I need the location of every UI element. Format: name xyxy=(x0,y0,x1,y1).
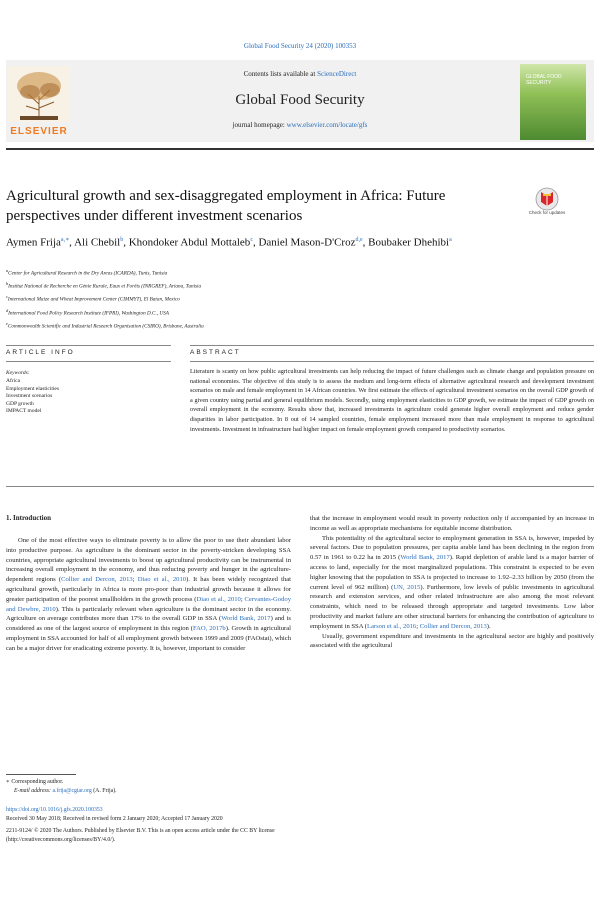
keywords-list xyxy=(6,378,166,416)
footnote-rule xyxy=(6,774,76,775)
asterisk-mark: ∗ xyxy=(6,779,10,785)
article-info-rule-2 xyxy=(6,361,171,362)
abstract-heading: ABSTRACT xyxy=(190,349,241,356)
affiliations xyxy=(6,266,566,332)
citation-link[interactable]: World Bank, 2017 xyxy=(400,554,450,562)
email-label: E-mail address: xyxy=(14,788,53,794)
affiliation-item xyxy=(6,279,566,292)
article-info-rule xyxy=(6,345,171,346)
sciencedirect-link[interactable]: ScienceDirect xyxy=(317,70,357,78)
author-name[interactable]: Ali Chebil xyxy=(74,236,121,249)
email-suffix: (A. Frija). xyxy=(91,788,117,794)
author-name[interactable]: Aymen Frija xyxy=(6,236,61,249)
citation-link[interactable]: UN, 2015 xyxy=(393,583,421,591)
affiliation-marker: e xyxy=(6,320,8,326)
keywords-label: Keywords: xyxy=(6,370,30,376)
citation-link[interactable]: Collier and Dercon, 2013 xyxy=(61,576,133,584)
author-affiliation-marker[interactable]: a xyxy=(449,237,452,243)
citation-link[interactable]: Larson et al., 2016 xyxy=(366,622,417,630)
intro-paragraph-1-continued: that the increase in employment would result in poverty reduction only if accompanied by an increase in income as well as appropriate mechanisms for equitable income distribution. xyxy=(310,515,594,532)
received-dates: Received 30 May 2018; Received in revised form 2 January 2020; Accepted 17 January 2020 xyxy=(6,816,223,822)
author-name[interactable]: Daniel Mason-D'Croz xyxy=(258,236,356,249)
intro-paragraph-2: This potentiality of the agricultural sector to employment generation in SSA is, however, impeded by several factors. Due to population pressures, per capita arable land has been declining in the region from 0.57 in 1961 to 0.22 ha in 2015 (World Bank, 2017). Rapid depletion of arable land is a major barrier of access to land, especially for the most marginalized populations. This constraint is expected to be even higher knowing that the population in SSA is projected to increase to 1.92–2.33 billion by 2050 (from the current level of 962 million) (UN, 2015). Furthermore, low levels of public investments in agricultural research and extension services, and other related infrastructure are also among the most relevant constraints, which need to be released through appropriate and targeted investments. Low labor productivity and market failure are other structural barriers for enhancing the contribution of agriculture to employment in SSA (Larson et al., 2016; Collier and Dercon, 2013). xyxy=(310,534,595,630)
license-url[interactable]: (http://creativecommons.org/licenses/BY/4.0/). xyxy=(6,837,116,843)
article-info-heading: ARTICLE INFO xyxy=(6,349,75,356)
doi-line xyxy=(6,806,406,814)
affiliation-marker: b xyxy=(6,281,9,287)
intro-paragraph-3: Usually, government expenditure and investments in the agricultural sector are highly and positively associated with the agricultural xyxy=(310,632,594,650)
affiliation-marker: d xyxy=(6,307,9,313)
journal-title: Global Food Security xyxy=(235,92,365,108)
contents-prefix: Contents lists available at xyxy=(243,70,318,78)
affiliation-marker: a xyxy=(6,268,9,273)
corresponding-author-note xyxy=(6,778,406,786)
author-name[interactable]: Boubaker Dhehibi xyxy=(368,236,450,249)
author-name[interactable]: Khondoker Abdul Mottaleb xyxy=(128,236,251,249)
abstract-bottom-rule xyxy=(6,486,594,487)
keyword-item: Employment elasticities xyxy=(6,385,60,392)
journal-homepage-link[interactable]: www.elsevier.com/locate/gfs xyxy=(286,121,368,129)
affiliation-text: Institut National de Recherche en Génie Rurale, Eaux et Forêts (INRGREF), Ariana, Tunisia xyxy=(8,283,202,290)
keyword-item: Africa xyxy=(6,378,21,384)
author-affiliation-marker[interactable]: b xyxy=(120,237,124,243)
keyword-item: GDP growth xyxy=(6,400,34,407)
affiliation-item xyxy=(6,292,566,305)
paper-title: Agricultural growth and sex-disaggregated employment in Africa: Future perspectives under different investment scenarios xyxy=(6,188,446,224)
body-column-left xyxy=(6,536,291,654)
doi-link[interactable]: https://doi.org/10.1016/j.gfs.2020.100353 xyxy=(6,807,103,813)
header-divider xyxy=(6,148,594,150)
intro-paragraph-1: One of the most effective ways to eliminate poverty is to allow the poor to use their abundant labor into productive purpose. As agriculture is the dominant sector in the poverty-stricken developing SSA countries, appropriate agricultural investments to boost up agricultural productivity can be instrumental in increasing overall employment in the economy, and thus reducing poverty and hunger in the agriculture-dependent regions (Collier and Dercon, 2013; Diao et al., 2010). It has been widely recognized that agricultural growth, particularly in Africa is more pro-poor than industrial growth because it allows for greater participation of the poorest smallholders in the growth process (Diao et al., 2010; Cervantes-Godoy and Dewbre, 2010). This is particularly relevant when agriculture is the dominant sector in the economy. Agriculture on average contributes more than 17% to the overall GDP in SSA (World Bank, 2017) and is considered as one of the largest source of employment in this region (FAO, 2017b). Growth in agricultural employment in SSA accounted for half of all employment growth between 1999 and 2009 (FAOstat), which can be a major driver for eradicating extreme poverty. It is, however, important to consider xyxy=(6,537,291,652)
affiliation-marker: c xyxy=(6,294,8,300)
abstract-rule-2 xyxy=(190,361,594,362)
journal-cover-title: GLOBAL FOOD SECURITY xyxy=(526,74,562,86)
abstract-rule xyxy=(190,345,594,346)
affiliation-text: Commonwealth Scientific and Industrial Research Organisation (CSIRO), Brisbane, Australia xyxy=(7,323,204,330)
body-column-right xyxy=(310,514,594,651)
email-note xyxy=(14,787,414,795)
citation-link[interactable]: World Bank, 2017 xyxy=(221,615,271,623)
affiliation-item xyxy=(6,306,566,319)
homepage-prefix: journal homepage: xyxy=(232,121,287,129)
affiliation-item xyxy=(6,266,566,279)
abstract-text: Literature is scanty on how public agricultural investments can help reducing the impact of future challenges such as climate change and population pressure on national economies. The objective of this study is to assess the medium and long-term effects of alternative agricultural research and development investment scenarios on male and female employment in 14 African countries. We first estimate the effects of agricultural investment scenarios on the overall GDP growth of a given country using partial and general equilibrium models. Secondly, using employment elasticities to GDP growth, we estimate the impact of GDP growth on overall employment in the economy. Results show that, increased investments in agriculture could generate higher overall employment and reduce gender disparities in labor participation. In 8 out of 14 sampled countries, female employment increased more than male employment in response to agricultural investments. Investment in infrastructure had higher impact on female employment growth compared to productivity scenarios. xyxy=(190,368,594,433)
affiliation-text: International Maize and Wheat Improvement Center (CIMMYT), El Batan, Mexico xyxy=(7,297,180,304)
keyword-item: IMPACT model xyxy=(6,408,42,414)
author-list: Aymen Frija$^{a,∗}$, Ali Chebil$^b$, Khondoker Abdul Mottaleb$^c$, Daniel Mason-D'Croz$^{d,e}$, Boubaker Dhehibi$^a$ xyxy=(6,236,452,249)
citation-link[interactable]: FAO, 2017b xyxy=(192,625,226,633)
contents-available-line xyxy=(0,70,600,78)
elsevier-wordmark: ELSEVIER xyxy=(10,126,68,137)
journal-citation-line[interactable]: Global Food Security 24 (2020) 100353 xyxy=(243,42,357,50)
affiliation-text: Center for Agricultural Research in the Dry Areas (ICARDA), Tunis, Tunisia xyxy=(8,270,168,277)
citation-link[interactable]: Diao et al., 2010 xyxy=(137,576,187,584)
email-link[interactable]: a.frija@cgiar.org xyxy=(52,788,92,794)
author-affiliation-marker[interactable]: d,e xyxy=(355,237,363,243)
author-affiliation-marker[interactable]: a,∗ xyxy=(60,237,70,243)
introduction-heading: 1. Introduction xyxy=(6,514,51,522)
crossmark-label[interactable]: Check for updates xyxy=(528,210,566,215)
corresponding-label: Corresponding author. xyxy=(11,779,64,785)
citation-link[interactable]: Collier and Dercon, 2013 xyxy=(419,622,487,630)
license-line: 2211-9124/ © 2020 The Authors. Published by Elsevier B.V. This is an open access article under the CC BY license xyxy=(6,828,275,834)
citation-link[interactable]: Diao et al., 2010 xyxy=(196,595,241,603)
affiliation-item xyxy=(6,319,566,332)
citation-link[interactable]: Cervantes-Godoy and Dewbre, 2010 xyxy=(6,595,291,613)
affiliation-text: International Food Policy Research Institute (IFPRI), Washington D.C., USA xyxy=(8,310,169,317)
author-affiliation-marker[interactable]: c xyxy=(250,237,253,243)
keyword-item: Investment scenarios xyxy=(6,393,53,399)
journal-homepage-line xyxy=(0,121,600,129)
